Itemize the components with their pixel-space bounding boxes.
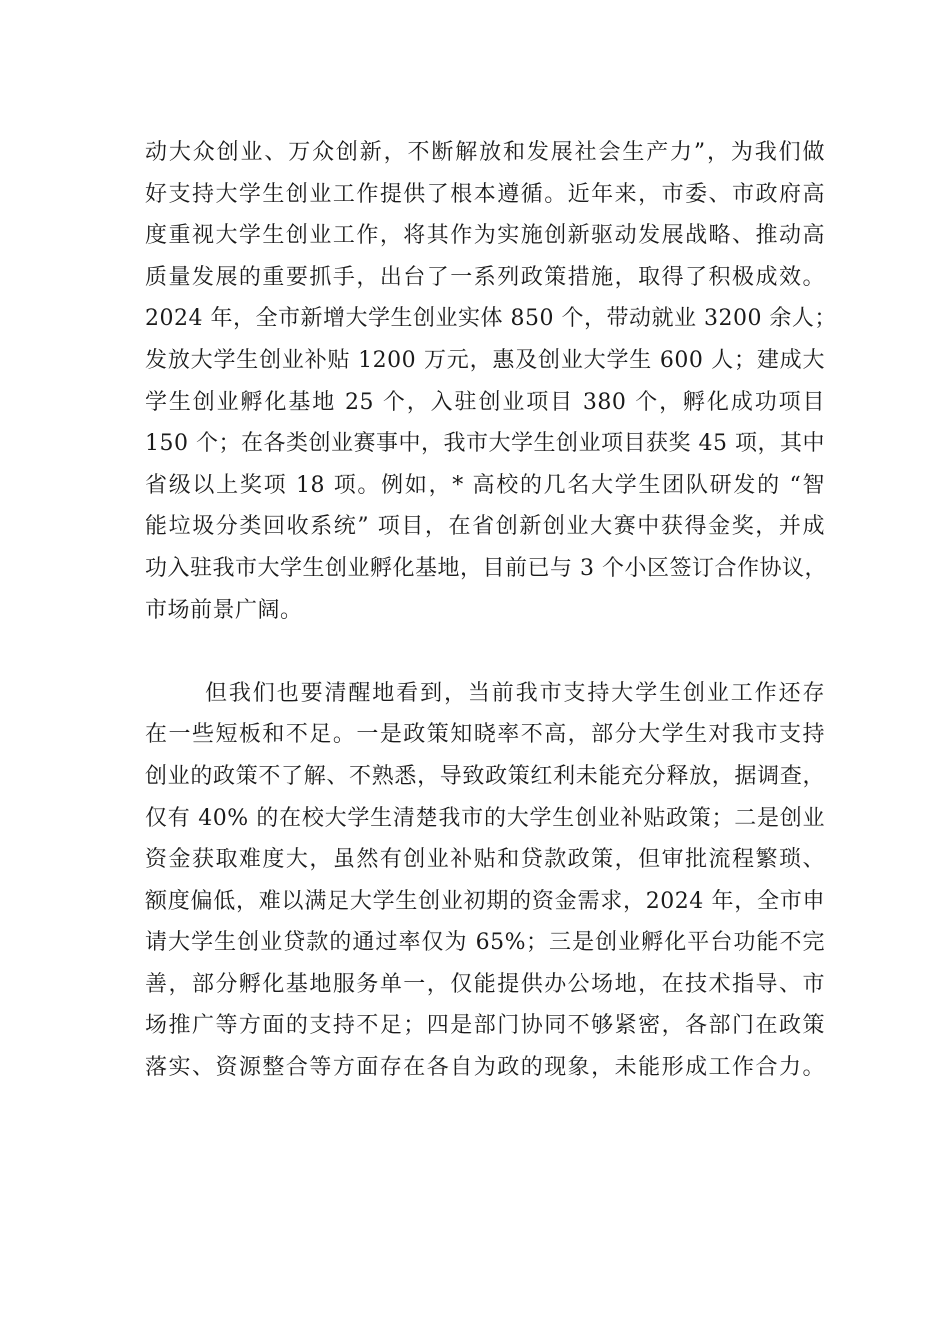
text-line: 仅有 40% 的在校大学生清楚我市的大学生创业补贴政策；二是创业 (145, 805, 825, 831)
text-line: 度重视大学生创业工作，将其作为实施创新驱动发展战略、推动高 (145, 223, 825, 249)
text-line: 动大众创业、万众创新，不断解放和发展社会生产力”，为我们做 (145, 140, 825, 165)
text-line: 场推广等方面的支持不足；四是部门协同不够紧密，各部门在政策 (145, 1013, 825, 1039)
text-line: 省级以上奖项 18 项。例如，* 高校的几名大学生团队研发的 “智 (145, 472, 825, 498)
text-line: 在一些短板和不足。一是政策知晓率不高，部分大学生对我市支持 (145, 722, 825, 748)
text-line: 发放大学生创业补贴 1200 万元，惠及创业大学生 600 人；建成大 (145, 347, 825, 373)
text-line: 落实、资源整合等方面存在各自为政的现象，未能形成工作合力。 (145, 1055, 825, 1081)
text-line: 150 个；在各类创业赛事中，我市大学生创业项目获奖 45 项，其中 (145, 431, 825, 457)
text-line: 请大学生创业贷款的通过率仅为 65%；三是创业孵化平台功能不完 (145, 930, 825, 956)
text-line: 2024 年，全市新增大学生创业实体 850 个，带动就业 3200 余人； (145, 306, 837, 332)
paragraph-spacing (145, 631, 825, 673)
text-line: 但我们也要清醒地看到，当前我市支持大学生创业工作还存 (205, 680, 825, 706)
text-line: 好支持大学生创业工作提供了根本遵循。近年来，市委、市政府高 (145, 181, 825, 207)
text-line: 功入驻我市大学生创业孵化基地，目前已与 3 个小区签订合作协议， (145, 555, 827, 581)
paragraph-2 (145, 673, 825, 1089)
text-line: 能垃圾分类回收系统” 项目，在省创新创业大赛中获得金奖，并成 (145, 514, 825, 540)
text-line: 资金获取难度大，虽然有创业补贴和贷款政策，但审批流程繁琐、 (145, 847, 825, 873)
text-line: 学生创业孵化基地 25 个，入驻创业项目 380 个，孵化成功项目 (145, 389, 825, 415)
text-line: 市场前景广阔。 (145, 597, 303, 623)
text-line: 创业的政策不了解、不熟悉，导致政策红利未能充分释放，据调查， (145, 763, 825, 789)
document-body (145, 132, 837, 1089)
text-line: 质量发展的重要抓手，出台了一系列政策措施，取得了积极成效。 (145, 264, 825, 290)
text-line: 善，部分孵化基地服务单一，仅能提供办公场地，在技术指导、市 (145, 971, 825, 997)
paragraph-1 (145, 132, 837, 631)
text-line: 额度偏低，难以满足大学生创业初期的资金需求，2024 年，全市申 (145, 888, 825, 914)
